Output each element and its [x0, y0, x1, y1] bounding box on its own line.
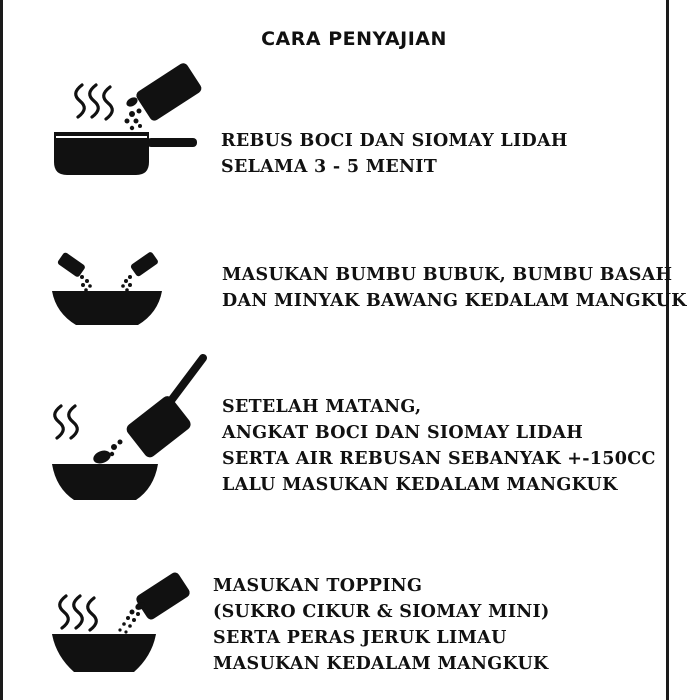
bowl-ladle-icon: [46, 350, 216, 515]
pot-pouring-icon: [50, 58, 210, 180]
step-2-line: MASUKAN BUMBU BUBUK, BUMBU BASAH: [222, 265, 673, 285]
page-title: CARA PENYAJIAN: [261, 28, 447, 50]
step-1-line: SELAMA 3 - 5 MENIT: [221, 157, 438, 177]
step-4-line: MASUKAN KEDALAM MANGKUK: [213, 654, 549, 674]
step-4-line: MASUKAN TOPPING: [213, 576, 423, 596]
step-1-text: [221, 128, 568, 180]
bowl-topping-icon: [48, 568, 198, 680]
step-3-line: SERTA AIR REBUSAN SEBANYAK +-150CC: [222, 449, 656, 469]
step-3-line: LALU MASUKAN KEDALAM MANGKUK: [222, 475, 618, 495]
step-3-line: SETELAH MATANG,: [222, 397, 422, 417]
step-3-line: ANGKAT BOCI DAN SIOMAY LIDAH: [222, 423, 584, 443]
left-border: [0, 0, 3, 700]
step-4-line: SERTA PERAS JERUK LIMAU: [213, 628, 507, 648]
step-1-line: REBUS BOCI DAN SIOMAY LIDAH: [221, 131, 568, 151]
step-4-text: [213, 573, 550, 677]
bowl-seasoning-icon: [50, 245, 170, 333]
right-border: [666, 0, 669, 700]
step-3-text: [222, 394, 656, 498]
step-2-text: [222, 262, 687, 314]
step-4-line: (SUKRO CIKUR & SIOMAY MINI): [213, 602, 550, 622]
step-2-line: DAN MINYAK BAWANG KEDALAM MANGKUK: [222, 291, 687, 311]
